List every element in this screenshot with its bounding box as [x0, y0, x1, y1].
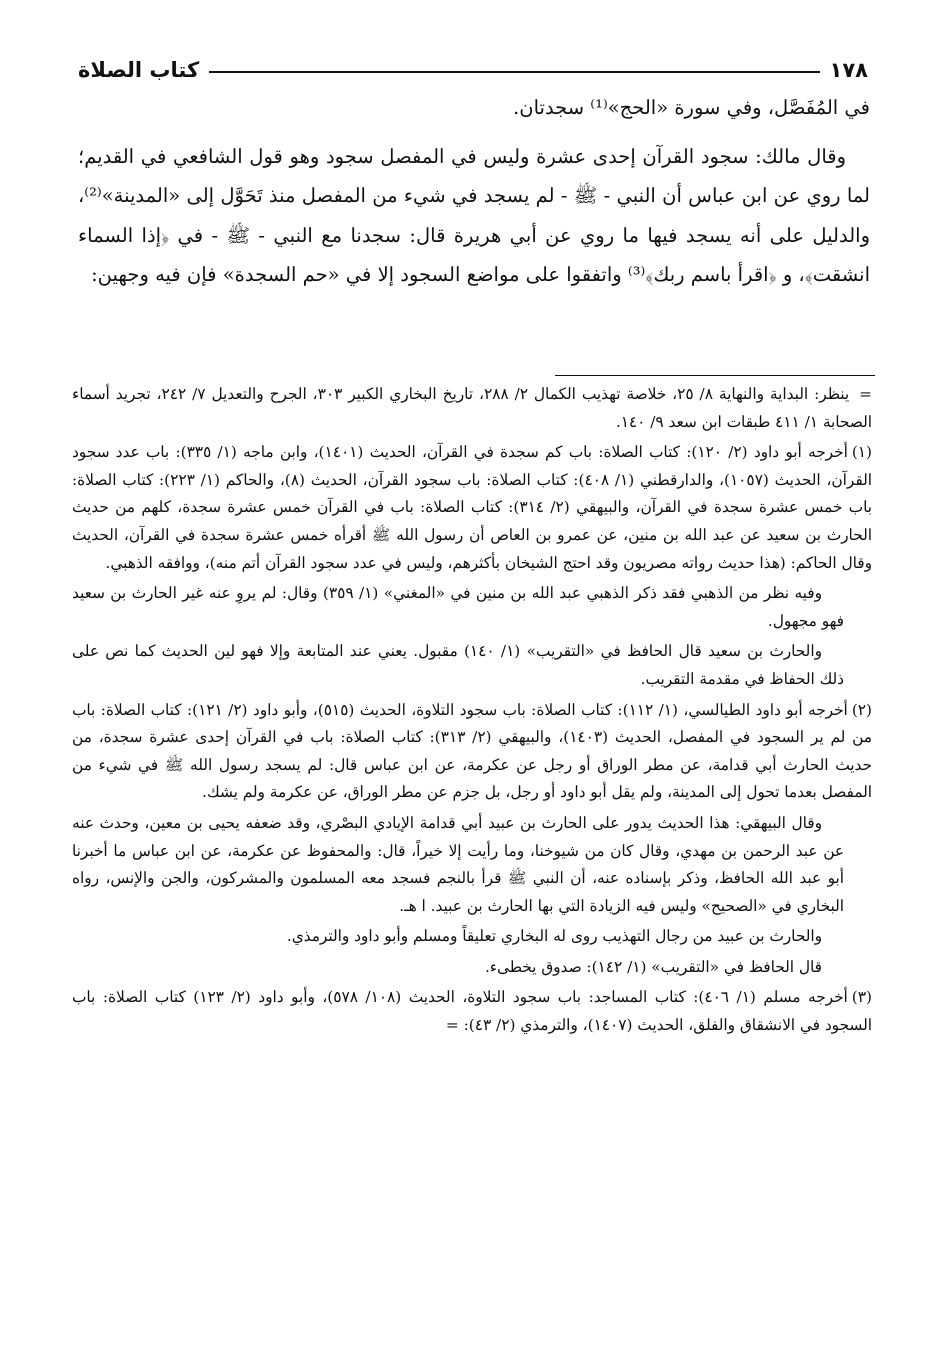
- footnote-separator: [555, 375, 875, 376]
- continuation-next-marker: =: [445, 1016, 459, 1035]
- footnote-2: [72, 697, 872, 807]
- running-header: [78, 52, 868, 82]
- body-paragraph-2: وقال مالك: سجود القرآن إحدى عشرة وليس في المفصل سجود وهو قول الشافعي في القديم؛ لما روي عن ابن عباس أن النبي - ﷺ - لم يسجد في شيء من المفصل منذ تَحَوَّل إلى «المدينة»⁽²⁾، والدليل على أنه يسجد فيها ما روي عن أبي هريرة قال: سجدنا مع النبي - ﷺ - في ﴿إذا السماء انشقت﴾، و ﴿اقرأ باسم ربك﴾⁽³⁾ واتفقوا على مواضع السجود إلا في «حم السجدة» فإن فيه وجهين:: [78, 144, 870, 286]
- book-title: كتاب الصلاة: [78, 58, 200, 82]
- continuation-text: ينظر: البداية والنهاية ٨/ ٢٥، خلاصة تهذيب الكمال ٢/ ٢٨٨، تاريخ البخاري الكبير ٣٠٣، الجرح والتعديل ٧/ ٢٤٢، تجريد أسماء الصحابة ١/ ٤١١ طبقات ابن سعد ٩/ ١٤٠.: [72, 385, 872, 431]
- footnote-1-comment-2: والحارث بن سعيد قال الحافظ في «التقريب» (١/ ١٤٠) مقبول. يعني عند المتابعة وإلا فهو لين الحديث كما نص على ذلك الحفاظ في مقدمة التقريب.: [72, 642, 844, 688]
- footnote-1-number: (١): [851, 443, 872, 462]
- footnote-3-number: (٣): [851, 988, 872, 1007]
- footnote-1-text: أخرجه أبو داود (٢/ ١٢٠): كتاب الصلاة: باب كم سجدة في القرآن، الحديث (١٤٠١)، وابن ماجه (١/ ٣٣٥): باب عدد سجود القرآن، الحديث (١٠٥٧)، والدارقطني (١/ ٤٠٨): كتاب الصلاة: باب سجود القرآن، الحديث (٨)، والحاكم (١/ ٢٢٣): كتاب الصلاة: باب خمس عشرة سجدة في القرآن، والبيهقي (٢/ ٣١٤): كتاب الصلاة: باب في القرآن خمس عشرة سجدة، كلهم من حديث الحارث بن سعيد عن عبد الله بن منين، عن عمرو بن العاص أن رسول الله ﷺ أقرأه خمس عشرة سجدة في القرآن، الحديث وقال الحاكم: (هذا حديث رواته مصريون وقد احتج الشيخان بأكثرهم، وليس في عدد سجود القرآن أتم منه)، ووافقه الذهبي.: [72, 443, 872, 572]
- footnote-3: [72, 984, 872, 1039]
- main-text: [78, 88, 870, 295]
- footnote-1-comment-1: وفيه نظر من الذهبي فقد ذكر الذهبي عبد الله بن منين في «المغني» (١/ ٣٥٩) وقال: لم يروِ عنه غير الحارث بن سعيد فهو مجهول.: [72, 584, 844, 630]
- footnote-continuation: [72, 381, 872, 436]
- footnote-1: [72, 439, 872, 577]
- footnote-2-comment-2: والحارث بن عبيد من رجال التهذيب روى له البخاري تعليقاً ومسلم وأبو داود والترمذي.: [286, 927, 822, 946]
- continuation-marker: =: [859, 385, 872, 403]
- body-paragraph-1: في المُفَصَّل، وفي سورة «الحج»⁽¹⁾ سجدتان.: [513, 96, 870, 119]
- footnote-2-comment-3: قال الحافظ في «التقريب» (١/ ١٤٢): صدوق يخطىء.: [484, 957, 822, 976]
- footnote-2-text: أخرجه أبو داود الطيالسي، (١/ ١١٢): كتاب الصلاة: باب سجود التلاوة، الحديث (٥١٥)، وأبو داود (٢/ ١٢١): كتاب الصلاة: باب من لم ير السجود في المفصل، الحديث (١٤٠٣)، والبيهقي (٢/ ٣١٣): كتاب الصلاة: باب في القرآن إحدى عشرة سجدة، من حديث الحارث أبي قدامة، عن مطر الوراق أو رجل عن عكرمة، عن ابن عباس قال: لم يسجد رسول الله ﷺ في شيء من المفصل بعدما تحول إلى المدينة، ولم يقل أبو داود أو رجل، بل جزم عن مطر الوراق، عن عكرمة ولم يشك.: [72, 700, 872, 802]
- footnote-2-number: (٢): [851, 700, 872, 719]
- footnotes: [72, 381, 872, 1043]
- header-rule: [209, 71, 819, 73]
- page-number: ١٧٨: [829, 58, 868, 82]
- footnote-3-text: أخرجه مسلم (١/ ٤٠٦): كتاب المساجد: باب سجود التلاوة، الحديث (١٠٨/ ٥٧٨)، وأبو داود (٢/ ١٢٣) كتاب الصلاة: باب السجود في الانشقاق والفلق، الحديث (١٤٠٧)، والترمذي (٢/ ٤٣):: [72, 988, 872, 1035]
- footnote-2-comment-1: وقال البيهقي: هذا الحديث يدور على الحارث بن عبيد أبي قدامة الإيادي البصْري، وقد ضعفه يحيى بن معين، وحدث عنه عن عبد الرحمن بن مهدي، وقال كان من شيوخنا، وما رأيت إلا خيراً، قال: والمحفوظ عن عكرمة، عن ابن عباس ما أخبرنا أبو عبد الله الحافظ، وذكر بإسناده عنه، أن النبي ﷺ قرأ بالنجم فسجد معه المسلمون والمشركون، والجن والإنس، رواه البخاري في «الصحيح» وليس فيه الزيادة التي بها الحارث بن عبيد. ا هـ.: [72, 813, 844, 915]
